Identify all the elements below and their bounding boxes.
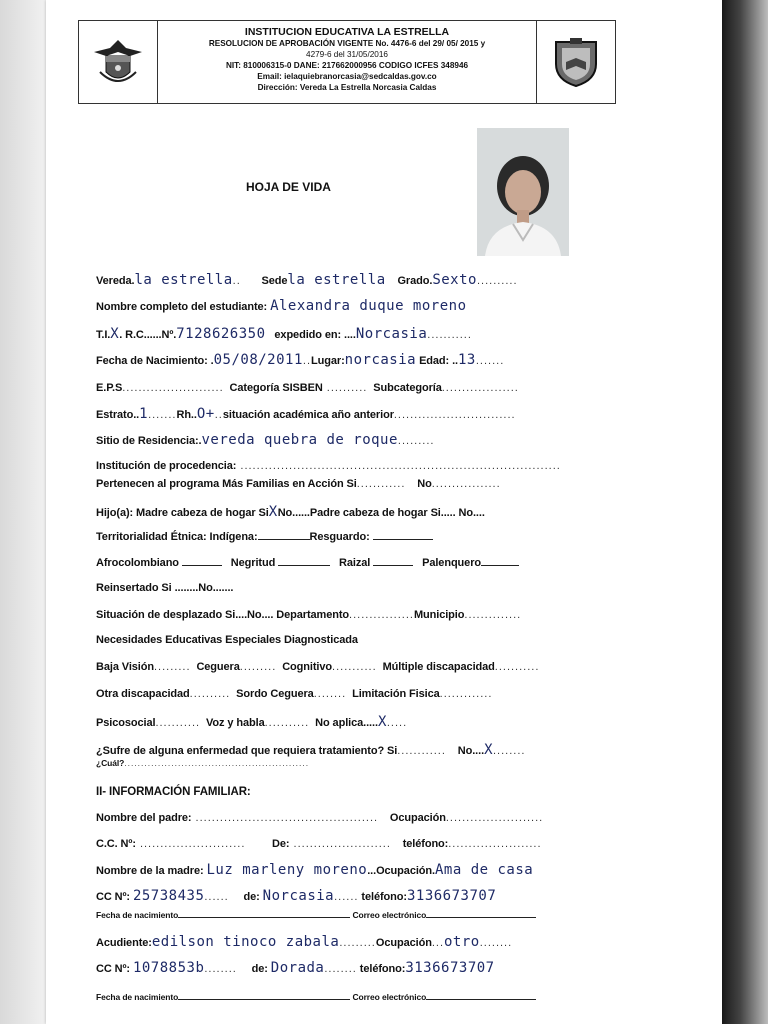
resolution-line-2: 4279-6 del 31/05/2016 [306,50,388,59]
row-acudiente-cc [96,960,495,976]
multiple-label: Múltiple discapacidad [382,661,495,673]
edad-label: Edad: .. [419,355,458,367]
student-portrait-image [477,128,569,256]
padre-cc-label: C.C. Nº: [96,838,136,850]
madre-tel-value: 3136673707 [406,888,497,904]
padre-ocupacion-dots: ........................ [445,812,544,824]
row-nombre [96,298,467,314]
sisben-dots: .......... [322,382,368,394]
estrato-value: 1 [139,406,149,422]
row-residencia [96,432,434,448]
acudiente-correo-label: Correo electrónico [352,992,427,1002]
grado-value: Sexto [432,272,477,288]
rh-label: Rh.. [176,409,197,421]
nombre-label: Nombre completo del estudiante: [96,301,268,313]
nacimiento-label: Fecha de Nacimiento: . [96,355,214,367]
colombia-coat-of-arms-icon [90,34,146,90]
enfermedad-dots: ........ [493,745,526,757]
resguardo-label: Resguardo: [309,531,370,543]
scan-right-shadow [722,0,768,1024]
padre-telefono-dots: ....................... [448,838,542,850]
madre-ocupacion-label: ...Ocupación. [367,865,435,877]
familias-dots: ............ [356,478,406,490]
scan-left-margin [0,0,46,1024]
baja-vision-dots: ......... [154,661,191,673]
enfermedad-label: ¿Sufre de alguna enfermedad que requiera tratamiento? Si [96,745,398,757]
row-hijo [96,504,485,520]
estrato-label: Estrato.. [96,409,140,421]
ceguera-label: Ceguera [196,661,240,673]
desplazado-label: Situación de desplazado Si....No.... Departamento [96,609,350,621]
madre-de-value: Norcasia [262,888,335,904]
rc-label: . R.C......Nº. [119,329,177,341]
acudiente-ocupacion-tail: ........ [479,937,513,949]
vereda-label: Vereda. [96,275,135,287]
familias-no-label: No [417,478,432,490]
nacimiento-dots: .. [302,355,312,367]
expedido-dots: ........... [427,329,472,341]
indigena-blank [258,530,310,540]
acudiente-cc-label: CC Nº: [96,963,130,975]
madre-cc-dots: ...... [204,891,229,903]
palenquero-label: Palenquero [422,557,481,569]
row-padre-cc [96,838,542,850]
psicosocial-dots: ........... [155,717,201,729]
estrato-dots: ....... [148,409,177,421]
vereda-value: la estrella [134,272,233,288]
ceguera-dots: ......... [239,661,277,673]
row-padre [96,812,543,824]
hijo-mark: X [268,504,278,520]
padre-telefono-label: teléfono: [402,838,449,850]
letterhead-text [158,21,536,103]
acudiente-cc-value: 1078853b [132,960,205,976]
acudiente-ocupacion-dots: ... [431,937,444,949]
ti-label: T.I. [96,329,111,341]
vereda-dots: .. [232,275,241,287]
resolution-line-1: RESOLUCION DE APROBACIÓN VIGENTE No. 4476-6 del 29/ 05/ 2015 y [208,39,486,48]
madre-fecha-nac-label: Fecha de nacimiento [96,910,179,920]
subcategoria-dots: ................... [441,382,519,394]
municipio-label: Municipio [413,609,465,621]
row-etnica [96,530,433,543]
otra-label: Otra discapacidad [96,688,190,700]
padre-de-label: De: [272,838,290,850]
acudiente-value: edilson tinoco zabala [151,934,340,950]
cognitivo-dots: ........... [332,661,377,673]
row-reinsertado [96,582,233,594]
eps-label: E.P.S [96,382,123,394]
raizal-blank [373,556,413,566]
row-eps [96,382,519,394]
enfermedad-mark: X [484,742,493,758]
acudiente-de-dots: ........ [324,963,357,975]
familias-label: Pertenecen al programa Más Familias en Acción Si [96,478,357,490]
procedencia-dots: ............................................................................... [236,460,561,472]
edad-dots: ....... [475,355,505,367]
residencia-dots: ......... [397,435,435,447]
madre-correo-label: Correo electrónico [352,910,427,920]
acudiente-tel-value: 3136673707 [405,960,495,976]
row-enfermedad [96,742,525,758]
palenquero-blank [481,556,519,566]
sede-label: Sede [261,275,288,287]
acudiente-fecha-nac-label: Fecha de nacimiento [96,992,179,1002]
otra-dots: .......... [189,688,231,700]
madre-correo-blank [426,908,536,918]
etnica-label: Territorialidad Étnica: Indígena: [96,531,258,543]
row-madre-cc [96,888,496,904]
reinsertado-label: Reinsertado Si ........No....... [96,582,234,594]
school-shield-icon [550,34,602,90]
situacion-dots: .............................. [393,409,516,421]
sordo-label: Sordo Ceguera [236,688,314,700]
voz-dots: ........... [264,717,310,729]
expedido-value: Norcasia [355,326,428,342]
email-line: Email: ielaquiebranorcasia@sedcaldas.gov.co [257,72,437,81]
acudiente-dots: ......... [339,937,376,949]
procedencia-label: Institución de procedencia: [96,460,237,472]
padre-dots: ............................................. [191,812,379,824]
hijo-label: Hijo(a): Madre cabeza de hogar Si [96,507,269,519]
acudiente-ocupacion-label: Ocupación [375,937,432,949]
acudiente-tel-label: teléfono: [359,963,406,975]
family-section-title: II- INFORMACIÓN FAMILIAR: [96,786,251,798]
limitacion-label: Limitación Fisica [352,688,440,700]
grado-label: Grado. [397,275,433,287]
municipio-dots: .............. [464,609,522,621]
baja-vision-label: Baja Visión [96,661,154,673]
madre-cc-value: 25738435 [132,888,205,904]
acudiente-de-value: Dorada [270,960,325,976]
madre-tel-label: teléfono: [361,891,407,903]
row-psicosocial [96,714,407,730]
enfermedad-no-label: No.... [457,745,485,757]
row-baja-vision [96,661,539,673]
madre-value: Luz marleny moreno [206,862,368,878]
institution-name: INSTITUCION EDUCATIVA LA ESTRELLA [244,26,450,38]
nee-label: Necesidades Educativas Especiales Diagnosticada [96,634,358,646]
row-vereda [96,272,518,288]
madre-de-label: de: [243,891,260,903]
row-madre-fecha-correo [96,908,536,920]
negritud-blank [278,556,330,566]
acudiente-cc-dots: ........ [204,963,237,975]
row-estrato [96,406,516,422]
row-madre [96,862,533,878]
sordo-dots: ........ [313,688,347,700]
no-aplica-label: No aplica..... [315,717,378,729]
madre-cc-label: CC Nº: [96,891,130,903]
acudiente-de-label: de: [251,963,268,975]
address-line: Dirección: Vereda La Estrella Norcasia Caldas [257,83,437,92]
acudiente-ocupacion-value: otro [444,934,480,950]
rh-dots: .. [214,409,223,421]
madre-de-dots: ...... [334,891,359,903]
raizal-label: Raizal [339,557,371,569]
subcategoria-label: Subcategoría [373,382,442,394]
residencia-label: Sitio de Residencia:. [96,435,202,447]
afro-label: Afrocolombiano [96,557,179,569]
madre-label: Nombre de la madre: [96,865,204,877]
nit-line: NIT: 810006315-0 DANE: 217662000956 CODIGO ICFES 348946 [225,61,469,70]
madre-fecha-blank [178,908,350,918]
limitacion-dots: ............. [439,688,493,700]
student-photo [477,128,569,256]
padre-label: Nombre del padre: [96,812,192,824]
row-documento [96,326,472,342]
row-afro [96,556,519,569]
nacimiento-value: 05/08/2011 [213,352,303,368]
enfermedad-si-dots: ............ [397,745,446,757]
psicosocial-label: Psicosocial [96,717,156,729]
cognitivo-label: Cognitivo [282,661,333,673]
resguardo-blank [373,530,433,540]
document-title: HOJA DE VIDA [246,180,331,194]
padre-ocupacion-label: Ocupación [389,812,446,824]
departamento-dots: ................ [349,609,414,621]
nombre-value: Alexandra duque moreno [270,298,467,314]
row-procedencia [96,460,561,472]
acudiente-fecha-blank [178,990,350,1000]
eps-dots: ......................... [122,382,224,394]
acudiente-correo-blank [426,990,536,1000]
expedido-label: expedido en: .... [274,329,356,341]
madre-ocupacion-value: Ama de casa [435,862,534,878]
row-familias [96,478,501,490]
ti-mark: X [110,326,120,342]
residencia-value: vereda quebra de roque [201,432,398,448]
right-crest-cell [536,21,615,103]
no-aplica-dots: ..... [386,717,408,729]
row-otra-discapacidad [96,688,492,700]
rh-value: O+ [196,406,215,422]
acudiente-label: Acudiente: [96,937,152,949]
row-nacimiento [96,352,504,368]
cual-dots: ....................................................... [124,758,310,768]
padre-cc-dots: .......................... [135,838,246,850]
grado-dots: .......... [476,275,518,287]
voz-label: Voz y habla [205,717,265,729]
cual-label: ¿Cuál? [96,758,125,768]
row-desplazado [96,609,521,621]
lugar-value: norcasia [344,352,417,368]
letterhead [78,20,616,104]
row-acudiente [96,934,512,950]
multiple-dots: ........... [494,661,540,673]
lugar-label: Lugar: [311,355,345,367]
left-crest-cell [79,21,158,103]
hijo-rest: No......Padre cabeza de hogar Si..... No.... [277,507,485,519]
row-cual [96,758,309,768]
negritud-label: Negritud [230,557,276,569]
sisben-label: Categoría SISBEN [229,382,323,394]
edad-value: 13 [458,352,476,368]
sede-value: la estrella [287,272,386,288]
situacion-label: situación académica año anterior [222,409,394,421]
afro-blank [182,556,222,566]
documento-numero: 7128626350 [176,326,266,342]
row-nee [96,634,358,646]
familias-no-dots: ................. [431,478,501,490]
no-aplica-mark: X [377,714,387,730]
row-acudiente-fecha-correo [96,990,536,1002]
padre-de-dots: ........................ [289,838,391,850]
